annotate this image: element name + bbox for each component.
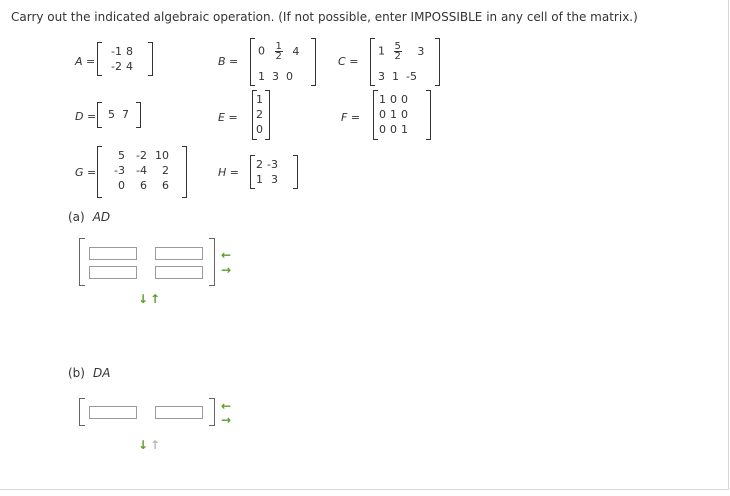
add-row-arrow-icon[interactable]: ↓ [138, 438, 149, 452]
matrix-a [97, 42, 153, 76]
matrix-h-cell: -3 [267, 158, 278, 171]
matrix-f-cell: 0 [401, 108, 408, 121]
matrix-d-label: D = [75, 110, 97, 123]
matrix-e [252, 90, 270, 140]
part-a-label: (a) AD [68, 210, 111, 224]
matrix-g-cell: -3 [114, 164, 125, 177]
answer-a-cell-r1c2[interactable] [155, 247, 203, 260]
matrix-a-cell: -2 [111, 60, 122, 73]
matrix-h-cell: 3 [270, 173, 278, 186]
matrix-f-cell: 0 [390, 123, 397, 136]
answer-b-cell-r1c1[interactable] [89, 406, 137, 419]
matrix-c-label: C = [338, 55, 359, 68]
matrix-g-cell: 6 [140, 179, 147, 192]
matrix-d: 5 7 [97, 102, 141, 128]
remove-column-arrow-icon[interactable]: ← [221, 399, 232, 413]
matrix-g-cell: -2 [136, 149, 147, 162]
answer-matrix-b [79, 398, 215, 426]
matrix-f-cell: 0 [390, 93, 397, 106]
matrix-f-cell: 0 [401, 93, 408, 106]
part-b-label: (b) DA [68, 366, 111, 380]
matrix-g-label: G = [75, 166, 97, 179]
matrix-g-cell: 6 [162, 179, 169, 192]
matrix-f-cell: 1 [390, 108, 397, 121]
matrix-f-label: F = [341, 111, 361, 124]
matrix-b-label: B = [218, 55, 239, 68]
remove-column-arrow-icon[interactable]: ← [221, 248, 232, 262]
answer-matrix-a [79, 238, 215, 286]
matrix-g-cell: -4 [136, 164, 147, 177]
matrix-f-cell: 0 [379, 108, 386, 121]
matrix-g-cell: 2 [162, 164, 169, 177]
remove-row-arrow-icon[interactable]: ↑ [150, 292, 161, 306]
matrix-f-cell: 0 [379, 123, 386, 136]
matrix-e-label: E = [218, 111, 238, 124]
matrix-a-label: A = [75, 55, 96, 68]
add-row-arrow-icon[interactable]: ↓ [138, 292, 149, 306]
matrix-c: 1 $\frac{5}{2}$ 3 3 1 -5 [370, 38, 440, 86]
remove-row-arrow-icon: ↑ [150, 438, 161, 452]
matrix-e-cell: 2 [256, 108, 263, 121]
answer-b-cell-r1c2[interactable] [155, 406, 203, 419]
matrix-h [250, 155, 298, 189]
matrix-g-cell: 10 [155, 149, 169, 162]
question-instruction: Carry out the indicated algebraic operation. (If not possible, enter IMPOSSIBLE in any cell of the matrix.) [11, 10, 638, 24]
matrix-g [97, 146, 187, 198]
matrix-b: 0 $\frac{1}{2}$ 4 1 3 0 [250, 38, 316, 86]
matrix-e-cell: 0 [256, 123, 263, 136]
matrix-e-cell: 1 [256, 93, 263, 106]
answer-a-cell-r2c2[interactable] [155, 266, 203, 279]
answer-a-cell-r1c1[interactable] [89, 247, 137, 260]
matrix-h-cell: 2 [256, 158, 263, 171]
add-column-arrow-icon[interactable]: → [221, 413, 232, 427]
matrix-f-cell: 1 [401, 123, 408, 136]
matrix-h-cell: 1 [256, 173, 263, 186]
matrix-a-cell: 8 [125, 45, 133, 58]
answer-a-cell-r2c1[interactable] [89, 266, 137, 279]
matrix-a-cell: -1 [111, 45, 122, 58]
matrix-g-cell: 0 [118, 179, 125, 192]
add-column-arrow-icon[interactable]: → [221, 263, 232, 277]
matrix-f [373, 90, 431, 140]
matrix-f-cell: 1 [379, 93, 386, 106]
matrix-g-cell: 5 [118, 149, 125, 162]
matrix-h-label: H = [218, 166, 239, 179]
matrix-a-cell: 4 [125, 60, 133, 73]
